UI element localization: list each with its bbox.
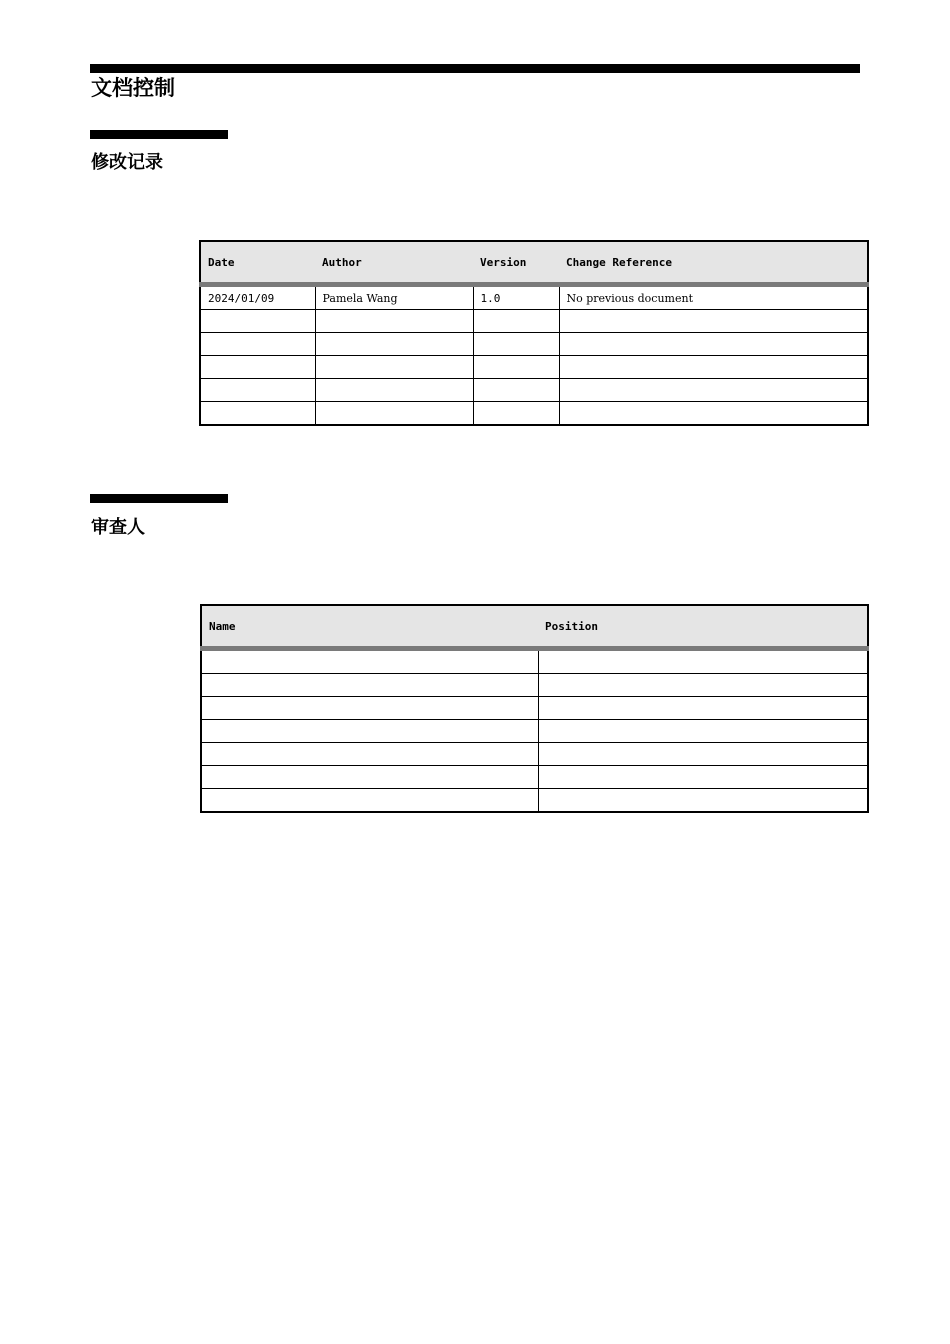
name-cell[interactable] (201, 743, 538, 766)
name-cell[interactable] (201, 649, 538, 674)
table-header-row (200, 241, 868, 285)
date-cell[interactable] (200, 402, 315, 426)
author-cell[interactable] (315, 356, 473, 379)
name-cell[interactable] (201, 697, 538, 720)
table-row (201, 766, 868, 789)
position-cell[interactable] (538, 720, 868, 743)
author-cell[interactable] (315, 333, 473, 356)
table-row (200, 356, 868, 379)
change-reference-cell[interactable] (559, 310, 868, 333)
position-cell[interactable] (538, 743, 868, 766)
version-cell[interactable] (473, 356, 559, 379)
table-row (201, 697, 868, 720)
position-cell[interactable] (538, 766, 868, 789)
column-header-change-reference: Change Reference (559, 241, 868, 285)
table-row (200, 285, 868, 310)
change-reference-cell[interactable] (559, 379, 868, 402)
name-cell[interactable] (201, 766, 538, 789)
table-row (201, 789, 868, 813)
column-header-version: Version (473, 241, 559, 285)
column-header-author: Author (315, 241, 473, 285)
date-cell[interactable] (200, 356, 315, 379)
table-header-row (201, 605, 868, 649)
reviewers-heading: 审查人 (91, 517, 145, 538)
column-header-name: Name (201, 605, 538, 649)
version-cell[interactable]: 1.0 (473, 285, 559, 310)
table-row (201, 720, 868, 743)
author-cell[interactable] (315, 310, 473, 333)
author-cell[interactable] (315, 379, 473, 402)
version-cell[interactable] (473, 333, 559, 356)
position-cell[interactable] (538, 697, 868, 720)
table-row (201, 674, 868, 697)
author-cell[interactable] (315, 402, 473, 426)
reviewers-table (200, 604, 869, 813)
version-cell[interactable] (473, 379, 559, 402)
name-cell[interactable] (201, 674, 538, 697)
date-cell[interactable] (200, 333, 315, 356)
table-row (200, 402, 868, 426)
revision-history-heading: 修改记录 (91, 152, 163, 173)
date-cell[interactable]: 2024/01/09 (200, 285, 315, 310)
table-row (200, 379, 868, 402)
title-rule (90, 64, 860, 73)
revision-history-table (199, 240, 869, 426)
change-reference-cell[interactable]: No previous document (559, 285, 868, 310)
position-cell[interactable] (538, 649, 868, 674)
column-header-position: Position (538, 605, 868, 649)
reviewers-section-rule (90, 494, 228, 503)
name-cell[interactable] (201, 789, 538, 813)
table-row (200, 310, 868, 333)
page-title: 文档控制 (91, 76, 175, 100)
position-cell[interactable] (538, 789, 868, 813)
date-cell[interactable] (200, 379, 315, 402)
table-row (200, 333, 868, 356)
change-reference-cell[interactable] (559, 356, 868, 379)
change-reference-cell[interactable] (559, 402, 868, 426)
column-header-date: Date (200, 241, 315, 285)
revision-section-rule (90, 130, 228, 139)
position-cell[interactable] (538, 674, 868, 697)
table-row (201, 649, 868, 674)
change-reference-cell[interactable] (559, 333, 868, 356)
version-cell[interactable] (473, 402, 559, 426)
date-cell[interactable] (200, 310, 315, 333)
name-cell[interactable] (201, 720, 538, 743)
version-cell[interactable] (473, 310, 559, 333)
table-row (201, 743, 868, 766)
author-cell[interactable]: Pamela Wang (315, 285, 473, 310)
